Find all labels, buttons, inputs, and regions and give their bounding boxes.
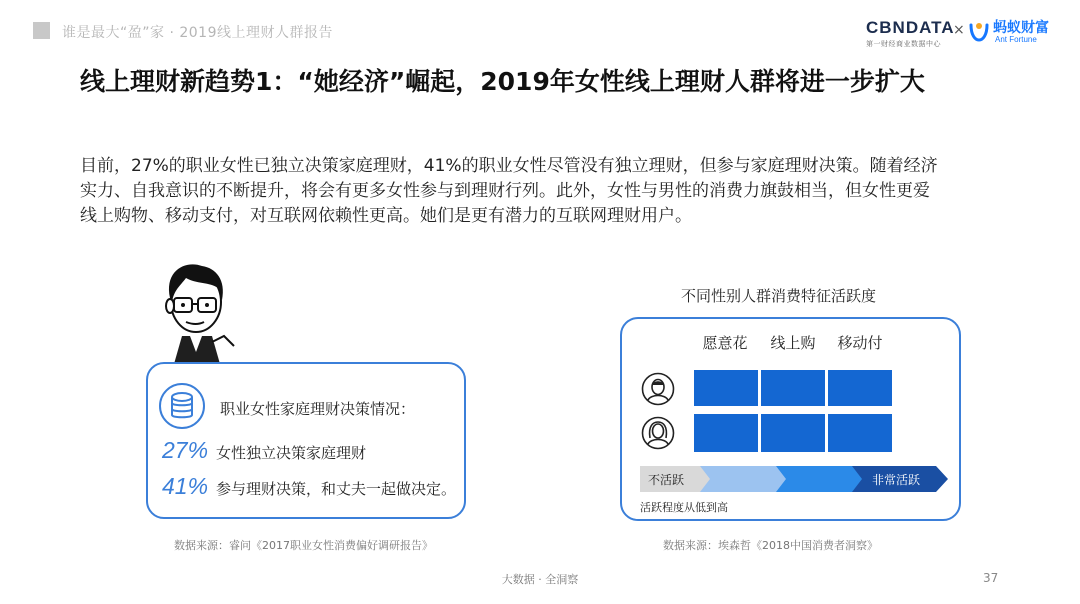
stat-row [162,437,366,464]
activity-cell-female-online-shopping [761,414,825,452]
stat-value: 27% [162,437,209,463]
column-header-online-shopping: 线上购 [770,334,816,352]
thinking-man-illustration [146,256,246,366]
column-header-mobile-payment: 移动付 [837,334,883,352]
right-source-note: 数据来源：埃森哲《2018中国消费者洞察》 [663,539,878,552]
activity-chart-title: 不同性别人群消费特征活跃度 [681,287,877,305]
activity-cell-female-mobile-payment [828,414,892,452]
scale-high-label: 非常活跃 [872,473,921,487]
scale-caption: 活跃程度从低到高 [640,501,728,514]
slide-title: 线上理财新趋势1：“她经济”崛起，2019年女性线上理财人群将进一步扩大 [80,67,925,96]
scale-low-label: 不活跃 [648,473,685,487]
left-source-note: 数据来源：睿问《2017职业女性消费偏好调研报告》 [174,539,433,552]
activity-cell-male-willing-to-spend [694,370,758,406]
ant-fortune-logo-text: 蚂蚁财富 [993,20,1049,36]
body-paragraph [80,154,1010,229]
stat-value: 41% [162,473,209,499]
ant-fortune-logo-icon [967,19,991,43]
footer-tagline: 大数据 · 全洞察 [501,573,579,586]
page-number: 37 [983,571,999,585]
stat-row [162,473,456,500]
body-line: 目前，27%的职业女性已独立决策家庭理财，41%的职业女性尽管没有独立理财，但参与家庭理财决策。随着经济 [80,156,938,176]
database-icon [158,382,206,430]
activity-cell-male-online-shopping [761,370,825,406]
male-avatar-icon [641,372,675,406]
logo-separator: × [953,22,965,38]
activity-cell-male-mobile-payment [828,370,892,406]
ant-fortune-logo-subtitle: Ant Fortune [995,35,1037,44]
stat-text: 女性独立决策家庭理财 [216,444,367,462]
column-header-willing-to-spend: 愿意花 [702,334,748,352]
cbndata-logo-subtitle: 第一财经商业数据中心 [866,40,941,48]
cbndata-logo: CBNDATA [866,18,955,37]
female-avatar-icon [641,416,675,450]
card-heading: 职业女性家庭理财决策情况： [220,400,416,418]
running-title: 谁是最大“盈”家 · 2019线上理财人群报告 [62,25,333,41]
header-square-icon [33,22,50,39]
body-line: 线上购物、移动支付，对互联网依赖性更高。她们是更有潜力的互联网理财用户。 [80,206,692,226]
body-line: 实力、自我意识的不断提升，将会有更多女性参与到理财行列。此外，女性与男性的消费力旗鼓相当，但女性更爱 [80,181,930,201]
stat-text: 参与理财决策，和丈夫一起做决定。 [216,480,457,498]
activity-cell-female-willing-to-spend [694,414,758,452]
